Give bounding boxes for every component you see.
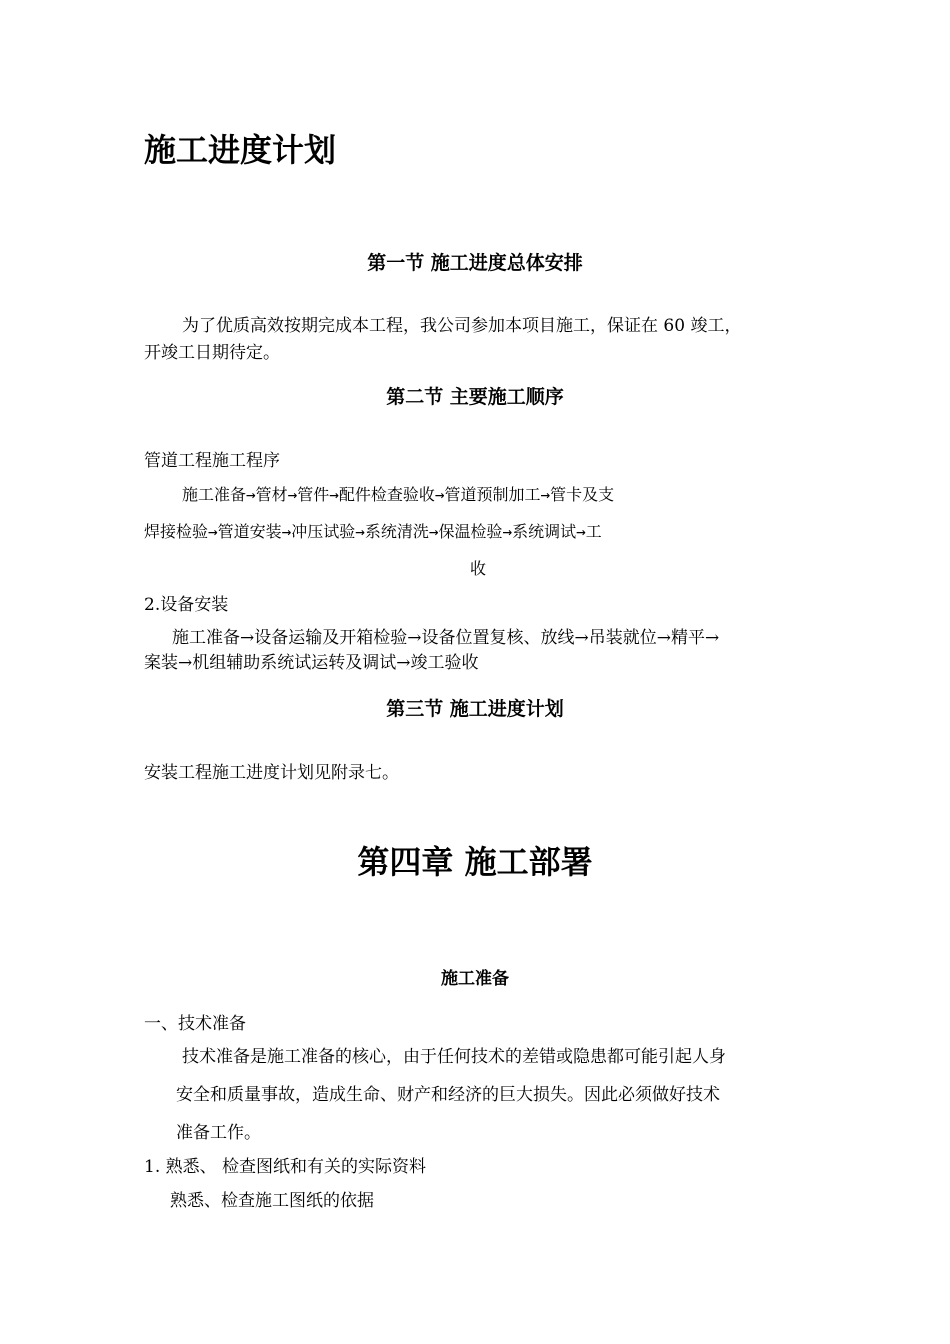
technical-prep-item: 一、技术准备 (144, 1014, 246, 1034)
equipment-install-label: 2.设备安装 (144, 595, 229, 615)
chapter-title: 第四章 施工部署 (357, 843, 593, 881)
section-heading-2: 第二节 主要施工顺序 (386, 386, 564, 408)
pipe-work-label: 管道工程施工程序 (144, 451, 280, 471)
technical-prep-line2: 安全和质量事故，造成生命、财产和经济的巨大损失。因此必须做好技术 (176, 1085, 720, 1105)
equipment-sequence-line2: 案装→机组辅助系统试运转及调试→竣工验收 (144, 653, 479, 673)
technical-prep-line1: 技术准备是施工准备的核心，由于任何技术的差错或隐患都可能引起人身 (182, 1047, 726, 1067)
section-heading-1: 第一节 施工进度总体安排 (367, 252, 583, 274)
page-title: 施工进度计划 (144, 131, 337, 169)
section1-paragraph-line1: 为了优质高效按期完成本工程，我公司参加本项目施工，保证在 60 竣工， (182, 316, 742, 336)
section1-paragraph-line2: 开竣工日期待定。 (144, 343, 280, 363)
drawings-item: 1. 熟悉、 检查图纸和有关的实际资料 (144, 1157, 427, 1177)
equipment-sequence-line1: 施工准备→设备运输及开箱检验→设备位置复核、放线→吊装就位→精平→ (172, 628, 720, 648)
section3-paragraph: 安装工程施工进度计划见附录七。 (144, 763, 399, 783)
technical-prep-line3: 准备工作。 (176, 1123, 261, 1143)
pipe-sequence-line1: 施工准备→管材→管件→配件检查验收→管道预制加工→管卡及支 (182, 485, 615, 504)
chapter-subheading: 施工准备 (441, 969, 509, 989)
drawings-basis-line: 熟悉、检查施工图纸的依据 (170, 1191, 374, 1211)
section-heading-3: 第三节 施工进度计划 (386, 698, 564, 720)
pipe-sequence-line2: 焊接检验→管道安装→冲压试验→系统清洗→保温检验→系统调试→工 (144, 522, 602, 541)
pipe-sequence-line3: 收 (470, 559, 487, 578)
